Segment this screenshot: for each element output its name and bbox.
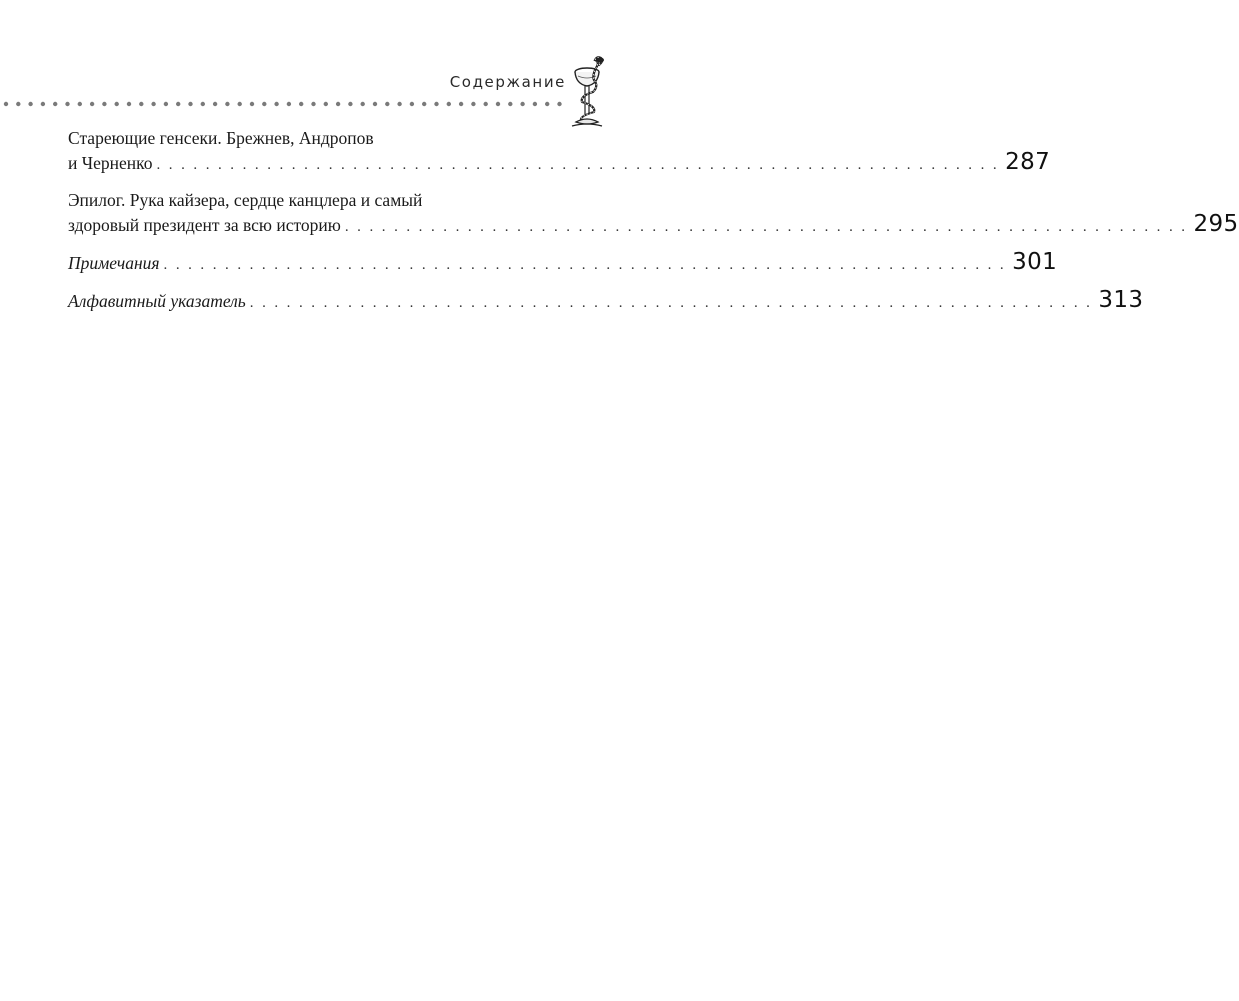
rule-dot xyxy=(471,102,475,106)
rule-dot xyxy=(41,102,45,106)
rule-dot xyxy=(299,102,303,106)
rule-dot xyxy=(385,102,389,106)
toc-entry[interactable] xyxy=(68,126,1051,177)
rule-dot xyxy=(410,102,414,106)
rule-dot xyxy=(201,102,205,106)
rule-dot xyxy=(447,102,451,106)
rule-dot xyxy=(188,102,192,106)
rule-dot xyxy=(151,102,155,106)
entry-title-line: здоровый президент за всю историю xyxy=(68,215,341,235)
dot-leader: . . . . . . . . . . . . . . . . . . . . . . . . . . . . . . . . . . . . . . . . . . . . . . . . . . . . . . . . . . . . . . . . . . . . . xyxy=(163,257,1007,273)
rule-dot xyxy=(115,102,119,106)
rule-dot xyxy=(250,102,254,106)
dot-leader: . . . . . . . . . . . . . . . . . . . . . . . . . . . . . . . . . . . . . . . . . . . . . . . . . . . . . . . . . . . . . . . . . . . . . xyxy=(249,295,1093,311)
entry-title-line: Эпилог. Рука кайзера, сердце канцлера и самый xyxy=(68,190,423,210)
section-title: Содержание xyxy=(449,73,566,91)
page-number: 295 xyxy=(1193,211,1239,237)
entry-last-line xyxy=(68,249,1058,277)
rule-dot xyxy=(16,102,20,106)
toc-entry[interactable] xyxy=(68,188,1239,239)
rule-dot xyxy=(397,102,401,106)
rule-dot xyxy=(90,102,94,106)
rule-dot xyxy=(164,102,168,106)
entry-last-line xyxy=(68,211,1239,239)
entry-title-line: Стареющие генсеки. Брежнев, Андропов xyxy=(68,128,374,148)
rule-dot xyxy=(28,102,32,106)
page-number: 301 xyxy=(1012,249,1058,275)
toc-entry[interactable] xyxy=(68,249,1058,277)
rule-dot xyxy=(176,102,180,106)
rule-dot xyxy=(65,102,69,106)
entry-title-line: и Черненко xyxy=(68,153,153,173)
rule-dot xyxy=(127,102,131,106)
rule-dot xyxy=(53,102,57,106)
entry-title-line: Алфавитный указатель xyxy=(68,291,246,311)
rule-dot xyxy=(225,102,229,106)
page-number: 287 xyxy=(1005,149,1051,175)
rule-dot xyxy=(508,102,512,106)
rule-dot xyxy=(496,102,500,106)
running-head xyxy=(0,0,682,140)
rule-dot xyxy=(422,102,426,106)
rule-dot xyxy=(533,102,537,106)
dot-leader: . . . . . . . . . . . . . . . . . . . . . . . . . . . . . . . . . . . . . . . . . . . . . . . . . . . . . . . . . . . . . . . . . . . . . xyxy=(344,219,1188,235)
rule-dot xyxy=(520,102,524,106)
rule-dot xyxy=(4,102,8,106)
entry-last-line xyxy=(68,149,1051,177)
rule-dot xyxy=(434,102,438,106)
rule-dot xyxy=(213,102,217,106)
rule-dot xyxy=(287,102,291,106)
rule-dot xyxy=(78,102,82,106)
rule-dot xyxy=(336,102,340,106)
bowl-of-hygieia-icon xyxy=(566,56,608,130)
rule-dot xyxy=(361,102,365,106)
rule-dot xyxy=(484,102,488,106)
rule-dot xyxy=(139,102,143,106)
rule-dot xyxy=(373,102,377,106)
rule-dot xyxy=(324,102,328,106)
dotted-rule xyxy=(2,100,566,108)
rule-dot xyxy=(459,102,463,106)
rule-dot xyxy=(238,102,242,106)
rule-dot xyxy=(311,102,315,106)
table-of-contents xyxy=(68,126,1239,326)
entry-title-line: Примечания xyxy=(68,253,160,273)
toc-entry[interactable] xyxy=(68,287,1144,315)
rule-dot xyxy=(557,102,561,106)
page-number: 313 xyxy=(1098,287,1144,313)
rule-dot xyxy=(274,102,278,106)
rule-dot xyxy=(262,102,266,106)
dot-leader: . . . . . . . . . . . . . . . . . . . . . . . . . . . . . . . . . . . . . . . . . . . . . . . . . . . . . . . . . . . . . . . . . . . . . xyxy=(156,157,1000,173)
rule-dot xyxy=(348,102,352,106)
entry-last-line xyxy=(68,287,1144,315)
rule-dot xyxy=(545,102,549,106)
rule-dot xyxy=(102,102,106,106)
